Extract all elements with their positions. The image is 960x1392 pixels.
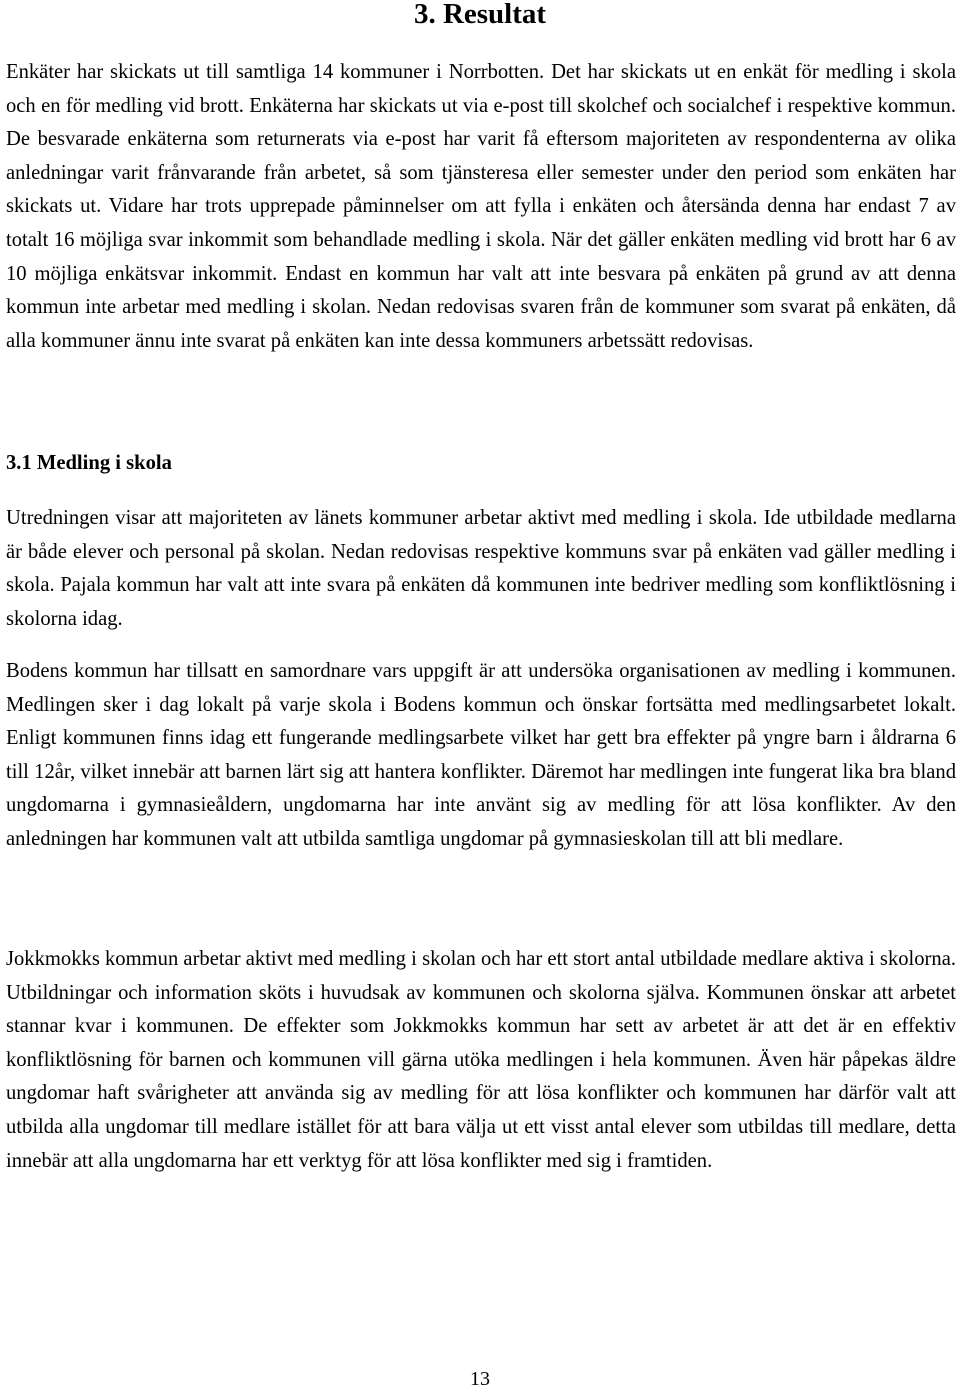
section-paragraph-3: Jokkmokks kommun arbetar aktivt med medling i skolan och har ett stort antal utbildade medlare aktiva i skolorna. Utbildningar och information sköts i huvudsak av kommunen och skolorna själva. Kommunen önskar att arbetet stannar kvar i kommunen. De effekter som Jokkmokks kommun har sett av arbetet är att det är en effektiv konfliktlösning för barnen och kommunen vill gärna utöka medlingen i hela kommunen. Även här påpekas äldre ungdomar haft svårigheter att använda sig av medling för att lösa konflikter och kommunen har därför valt att utbilda alla ungdomar till medlare istället för att bara välja ut ett visst antal elever som utbildas till medlare, detta innebär att alla ungdomarna har ett verktyg för att lösa konflikter med sig i framtiden.	[6, 948, 956, 1172]
section-paragraph-1: Utredningen visar att majoriteten av länets kommuner arbetar aktivt med medling i skola. Ide utbildade medlarna är både elever och personal på skolan. Nedan redovisas respektive kommuns svar på enkäten vad gäller medling i skola. Pajala kommun har valt att inte svara på enkäten då kommunen inte bedriver medling som konfliktlösning i skolorna idag.	[6, 507, 956, 630]
section-paragraph-2: Bodens kommun har tillsatt en samordnare vars uppgift är att undersöka organisationen av medling i kommunen. Medlingen sker i dag lokalt på varje skola i Bodens kommun och önskar fortsätta med medlingsarbetet lokalt. Enligt kommunen finns idag ett fungerande medlingsarbete vilket har gett bra effekter på yngre barn i åldrarna 6 till 12år, vilket innebär att barnen lärt sig att hantera konflikter. Däremot har medlingen inte fungerat lika bra bland ungdomarna i gymnasieåldern, ungdomarna har inte använt sig av medling för att lösa konflikter. Av den anledningen har kommunen valt att utbilda samtliga ungdomar på gymnasieskolan till att bli medlare.	[6, 660, 956, 850]
page-number: 13	[470, 1368, 490, 1390]
page-title: 3. Resultat	[413, 0, 547, 30]
section-heading: 3.1 Medling i skola	[6, 452, 172, 474]
intro-paragraph: Enkäter har skickats ut till samtliga 14 kommuner i Norrbotten. Det har skickats ut en enkät för medling i skola och en för medling vid brott. Enkäterna har skickats ut via e-post till skolchef och socialchef i respektive kommun. De besvarade enkäterna som returnerats via e-post har varit få eftersom majoriteten av respondenterna av olika anledningar varit frånvarande från arbetet, så som tjänsteresa eller semester under den period som enkäten har skickats ut. Vidare har trots upprepade påminnelser om att fylla i enkäten och återsända denna har endast 7 av totalt 16 möjliga svar inkommit som behandlade medling i skola. När det gäller enkäten medling vid brott har 6 av 10 möjliga enkätsvar inkommit. Endast en kommun har valt att inte besvara på enkäten på grund av att denna kommun inte arbetar med medling i skolan. Nedan redovisas svaren från de kommuner som svarat på enkäten, då alla kommuner ännu inte svarat på enkäten kan inte dessa kommuners arbetssätt redovisas.	[6, 61, 956, 352]
